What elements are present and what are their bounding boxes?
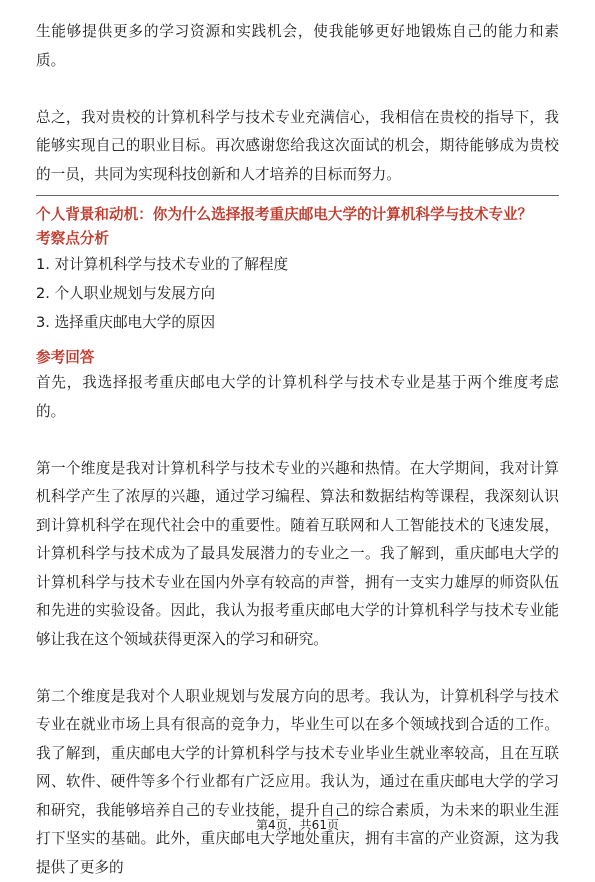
question-title: 个人背景和动机：你为什么选择报考重庆邮电大学的计算机科学与技术专业？ <box>36 202 559 228</box>
analysis-point: 3. 选择重庆邮电大学的原因 <box>36 308 559 337</box>
answer-paragraph: 第二个维度是我对个人职业规划与发展方向的思考。我认为，计算机科学与技术专业在就业市场上具有很高的竞争力，毕业生可以在多个领域找到合适的工作。我了解到，重庆邮电大学的计算机科学与技术专业毕业生就业率较高，且在互联网、软件、硬件等多个行业都有广泛应用。我认为，通过在重庆邮电大学的学习和研究，我能够培养自己的专业技能，提升自己的综合素质，为未来的职业生涯打下坚实的基础。此外，重庆邮电大学地处重庆，拥有丰富的产业资源，这为我提供了更多的 <box>36 683 559 882</box>
paragraph-conclusion: 总之，我对贵校的计算机科学与技术专业充满信心，我相信在贵校的指导下，我能够实现自己的职业目标。再次感谢您给我这次面试的机会，期待能够成为贵校的一员，共同为实现科技创新和人才培养的目标而努力。 <box>36 104 559 190</box>
section-divider <box>36 195 559 196</box>
answer-paragraph: 首先，我选择报考重庆邮电大学的计算机科学与技术专业是基于两个维度考虑的。 <box>36 369 559 426</box>
analysis-point: 1. 对计算机科学与技术专业的了解程度 <box>36 250 559 279</box>
answer-paragraph: 第一个维度是我对计算机科学与技术专业的兴趣和热情。在大学期间，我对计算机科学产生了浓厚的兴趣，通过学习编程、算法和数据结构等课程，我深刻认识到计算机科学在现代社会中的重要性。随着互联网和人工智能技术的飞速发展，计算机科学与技术成为了最具发展潜力的专业之一。我了解到，重庆邮电大学的计算机科学与技术专业在国内外享有较高的声誉，拥有一支实力雄厚的师资队伍和先进的实验设备。因此，我认为报考重庆邮电大学的计算机科学与技术专业能够让我在这个领域获得更深入的学习和研究。 <box>36 455 559 655</box>
answer-heading: 参考回答 <box>36 347 559 369</box>
analysis-heading: 考察点分析 <box>36 228 559 250</box>
paragraph-continuation: 生能够提供更多的学习资源和实践机会，使我能够更好地锻炼自己的能力和素质。 <box>36 18 559 75</box>
page-number: 第4页，共61页 <box>0 816 595 833</box>
analysis-point: 2. 个人职业规划与发展方向 <box>36 279 559 308</box>
document-page <box>36 18 559 882</box>
